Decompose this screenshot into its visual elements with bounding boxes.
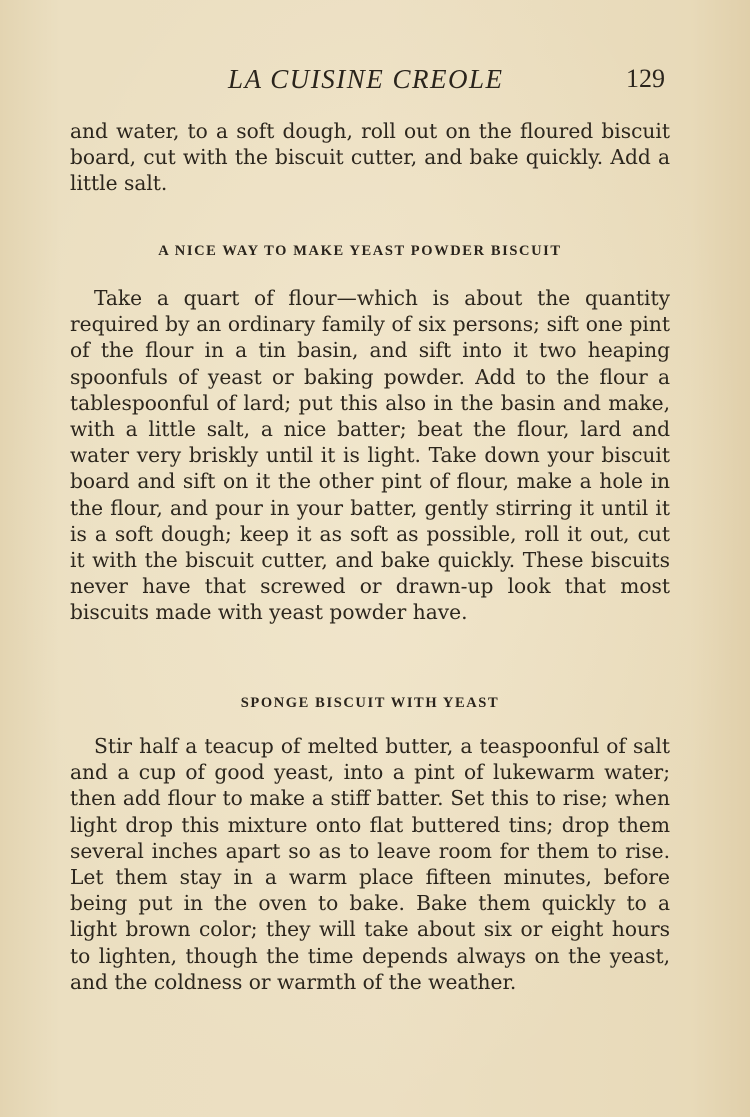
recipe-heading-yeast-powder-biscuit: A NICE WAY TO MAKE YEAST POWDER BISCUIT [158,243,562,259]
recipe-body-yeast-powder-biscuit: Take a quart of flour—which is about the quantity required by an ordinary family of six persons; sift one pint of the flour in a tin basin, and sift into it two heaping spoonfuls of yeast or baking powder. Add to the flour a tablespoonful of lard; put this also in the basin and make, with a little salt, a nice batter; beat the flour, lard and water very briskly until it is light. Take down your biscuit board and sift on it the other pint of flour, make a hole in the flour, and pour in your batter, gently stirring it until it is a soft dough; keep it as soft as possible, roll it out, cut it with the biscuit cutter, and bake quickly. These biscuits never have that screwed or drawn-up look that most biscuits made with yeast powder have. [70,286,670,625]
paragraph-continuation: and water, to a soft dough, roll out on the floured biscuit board, cut with the biscuit cutter, and bake quickly. Add a little salt. [70,119,670,196]
recipe-body-sponge-biscuit: Stir half a teacup of melted butter, a teaspoonful of salt and a cup of good yeast, into a pint of lukewarm water; then add flour to make a stiff batter. Set this to rise; when light drop this mixture onto flat buttered tins; drop them several inches apart so as to leave room for them to rise. Let them stay in a warm place fifteen minutes, before being put in the oven to bake. Bake them quickly to a light brown color; they will take about six or eight hours to lighten, though the time depends always on the yeast, and the coldness or warmth of the weather. [70,734,670,994]
page-number: 129 [626,64,665,93]
recipe-heading-sponge-biscuit: SPONGE BISCUIT WITH YEAST [240,695,500,711]
running-header-title: LA CUISINE CREOLE [228,64,504,94]
